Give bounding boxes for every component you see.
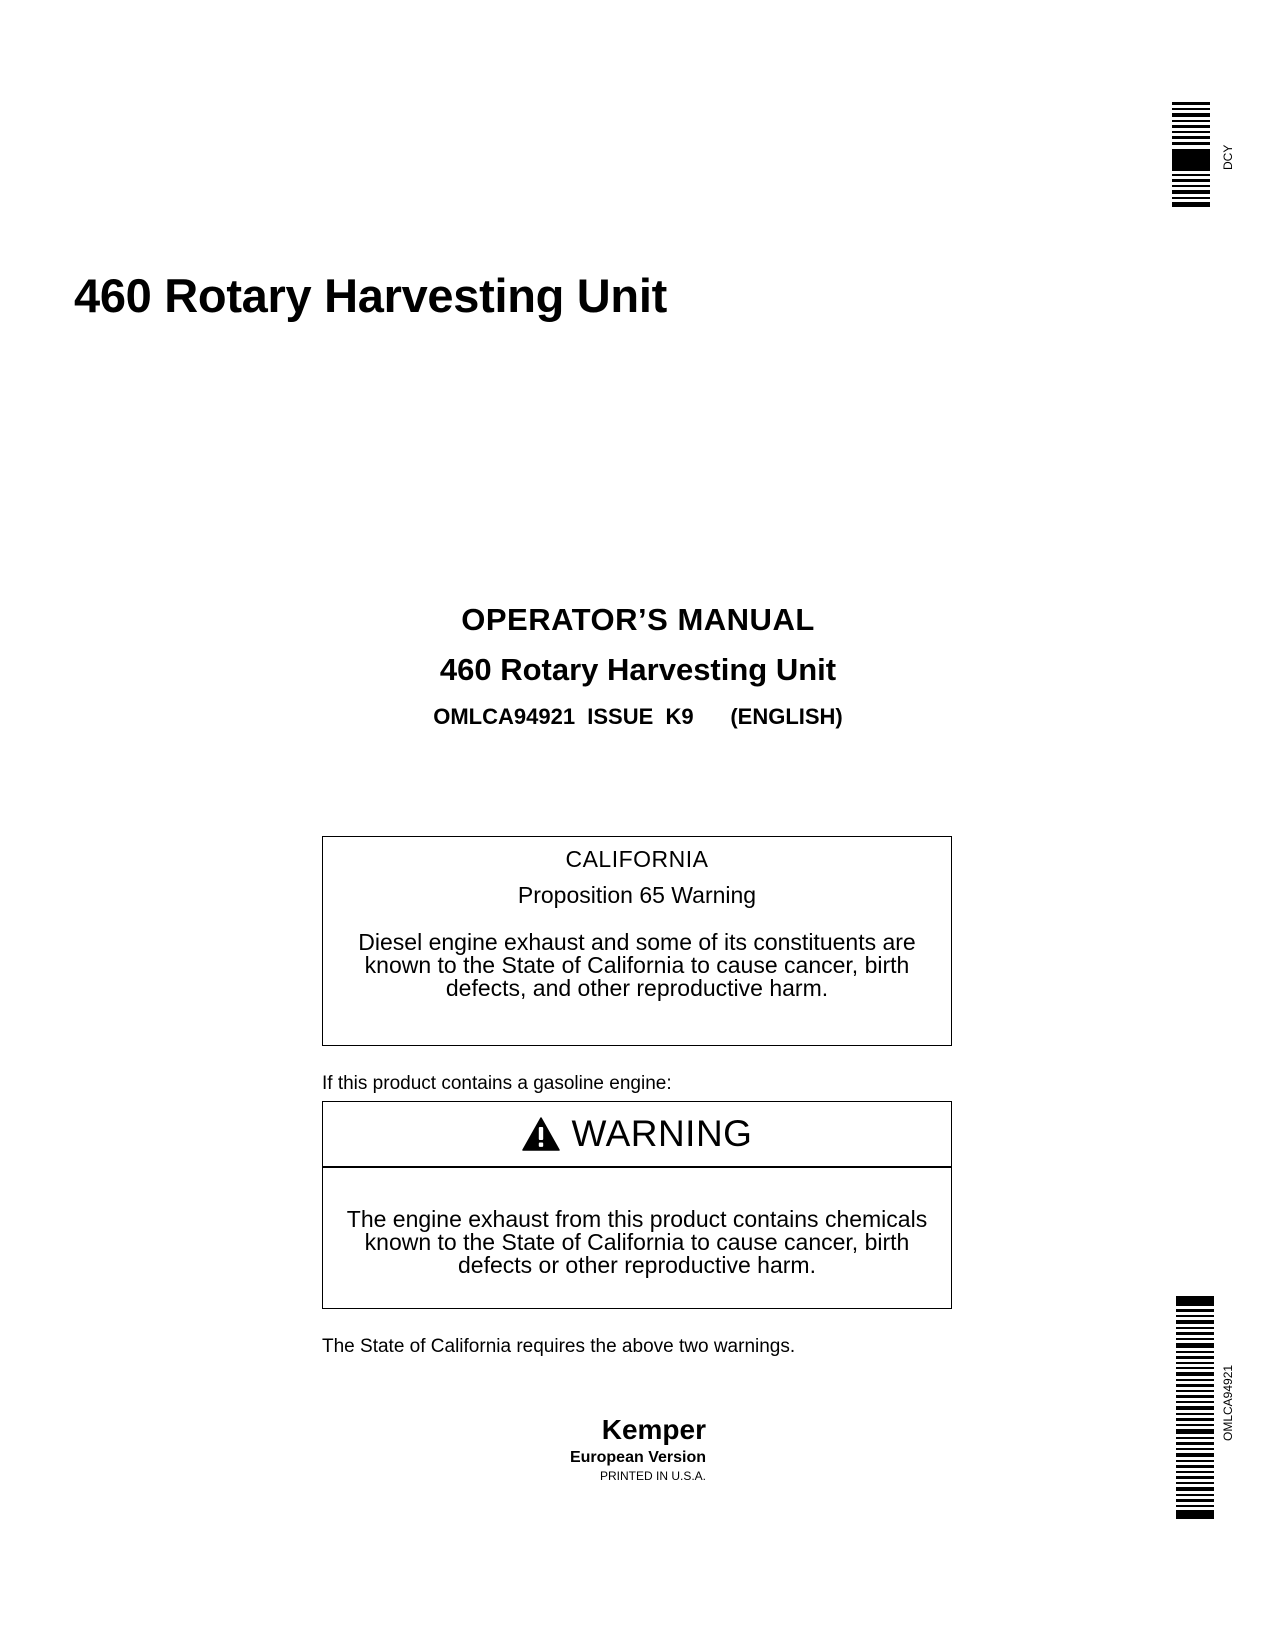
manual-heading: OPERATOR’S MANUAL: [461, 602, 815, 637]
brand-name: Kemper: [601, 1414, 706, 1445]
warning-header: [323, 1102, 951, 1168]
barcode-top-label: DCY: [1221, 144, 1235, 170]
barcode-bottom: [1176, 1296, 1216, 1520]
gasoline-warning-box: [322, 1101, 952, 1309]
warning-label: WARNING: [571, 1113, 753, 1154]
prop65-body: Diesel engine exhaust and some of its constituents are known to the State of California to cause cancer, birth defects, and other reproductive harm.: [358, 929, 916, 1001]
brand-version: European Version: [569, 1449, 706, 1466]
barcode-bottom-label: OMLCA94921: [1221, 1364, 1235, 1441]
barcode-top: [1172, 102, 1212, 208]
state-requirement-note: The State of California requires the above two warnings.: [322, 1336, 796, 1357]
warning-body: The engine exhaust from this product contains chemicals known to the State of California to cause cancer, birth defects or other reproductive harm.: [346, 1206, 928, 1278]
issue-line: OMLCA94921 ISSUE K9 (ENGLISH): [433, 704, 843, 729]
manual-header: [308, 600, 968, 735]
gasoline-note: If this product contains a gasoline engine:: [322, 1073, 672, 1094]
prop65-title: CALIFORNIA: [565, 846, 709, 872]
document-title: 460 Rotary Harvesting Unit: [74, 269, 667, 322]
printed-in: PRINTED IN U.S.A.: [599, 1469, 706, 1483]
prop65-warning-box: [322, 836, 952, 1046]
warning-triangle-icon: [522, 1117, 560, 1151]
manual-subheading: 460 Rotary Harvesting Unit: [439, 652, 837, 687]
prop65-subtitle: Proposition 65 Warning: [517, 882, 757, 908]
